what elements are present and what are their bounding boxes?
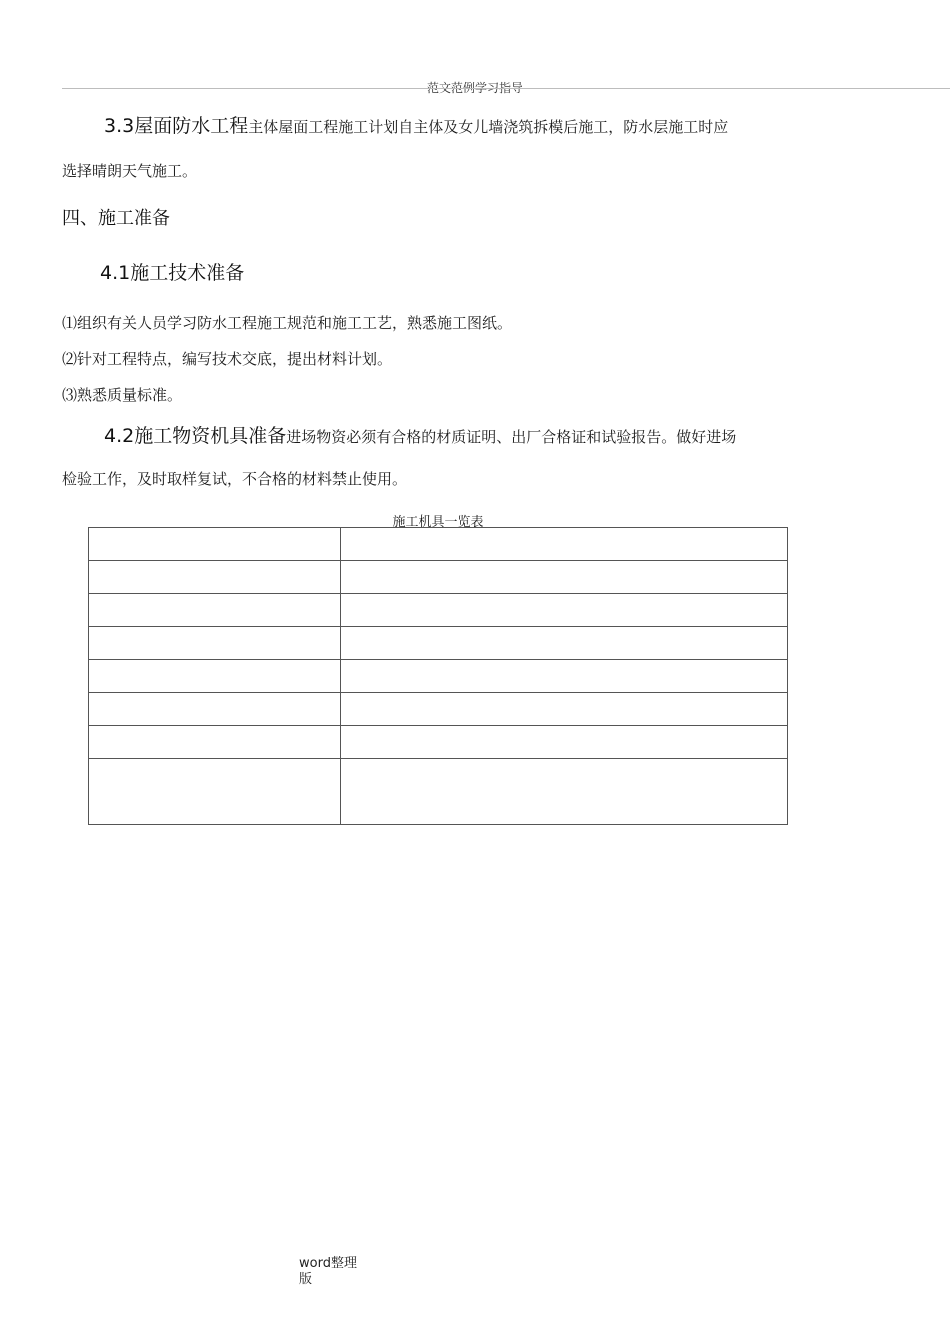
- table-cell: [89, 693, 341, 726]
- table-cell: [89, 726, 341, 759]
- table-cell: [341, 759, 788, 825]
- section-4-2-text-line1: 进场物资必须有合格的材质证明、出厂合格证和试验报告。做好进场: [286, 428, 737, 446]
- table-row: [89, 693, 788, 726]
- table-title: 施工机具一览表: [392, 515, 484, 530]
- table-row: [89, 627, 788, 660]
- footer-line2: 版: [299, 1272, 313, 1287]
- list-item: ⑶熟悉质量标准。: [62, 386, 183, 404]
- table-cell: [89, 759, 341, 825]
- table-cell: [341, 594, 788, 627]
- table-cell: [341, 528, 788, 561]
- section-3-3-text-line2: 选择晴朗天气施工。: [62, 162, 198, 180]
- section-4-2-heading: 4.2施工物资机具准备: [104, 425, 287, 447]
- table-cell: [341, 660, 788, 693]
- list-item: ⑵针对工程特点，编写技术交底，提出材料计划。: [62, 350, 393, 368]
- table-row: [89, 660, 788, 693]
- section-3-3-line1: [104, 116, 728, 137]
- page-footer: [299, 1256, 357, 1288]
- table-cell: [341, 627, 788, 660]
- list-item: ⑴组织有关人员学习防水工程施工规范和施工工艺，熟悉施工图纸。: [62, 314, 513, 332]
- footer-line1: word整理: [299, 1256, 357, 1271]
- table-cell: [89, 594, 341, 627]
- equipment-table: [88, 527, 788, 825]
- table-cell: [341, 726, 788, 759]
- table-row: [89, 528, 788, 561]
- section-3-3-text-line1: 主体屋面工程施工计划自主体及女儿墙浇筑拆模后施工，防水层施工时应: [248, 118, 729, 136]
- section-4-1-heading: 4.1施工技术准备: [100, 262, 245, 284]
- table-cell: [341, 561, 788, 594]
- section-4-2-line1: [104, 426, 736, 447]
- page-header-title: 范文范例学习指导: [426, 81, 523, 95]
- table-row: [89, 594, 788, 627]
- section-3-3-heading: 3.3屋面防水工程: [104, 115, 249, 137]
- table-cell: [89, 561, 341, 594]
- section-4-2-text-line2: 检验工作，及时取样复试，不合格的材料禁止使用。: [62, 470, 408, 488]
- table-cell: [89, 627, 341, 660]
- table-row: [89, 561, 788, 594]
- table-cell: [341, 693, 788, 726]
- header-divider: [62, 88, 950, 89]
- table-row: [89, 726, 788, 759]
- table-cell: [89, 528, 341, 561]
- table-row: [89, 759, 788, 825]
- table-cell: [89, 660, 341, 693]
- section-4-heading: 四、施工准备: [62, 208, 170, 229]
